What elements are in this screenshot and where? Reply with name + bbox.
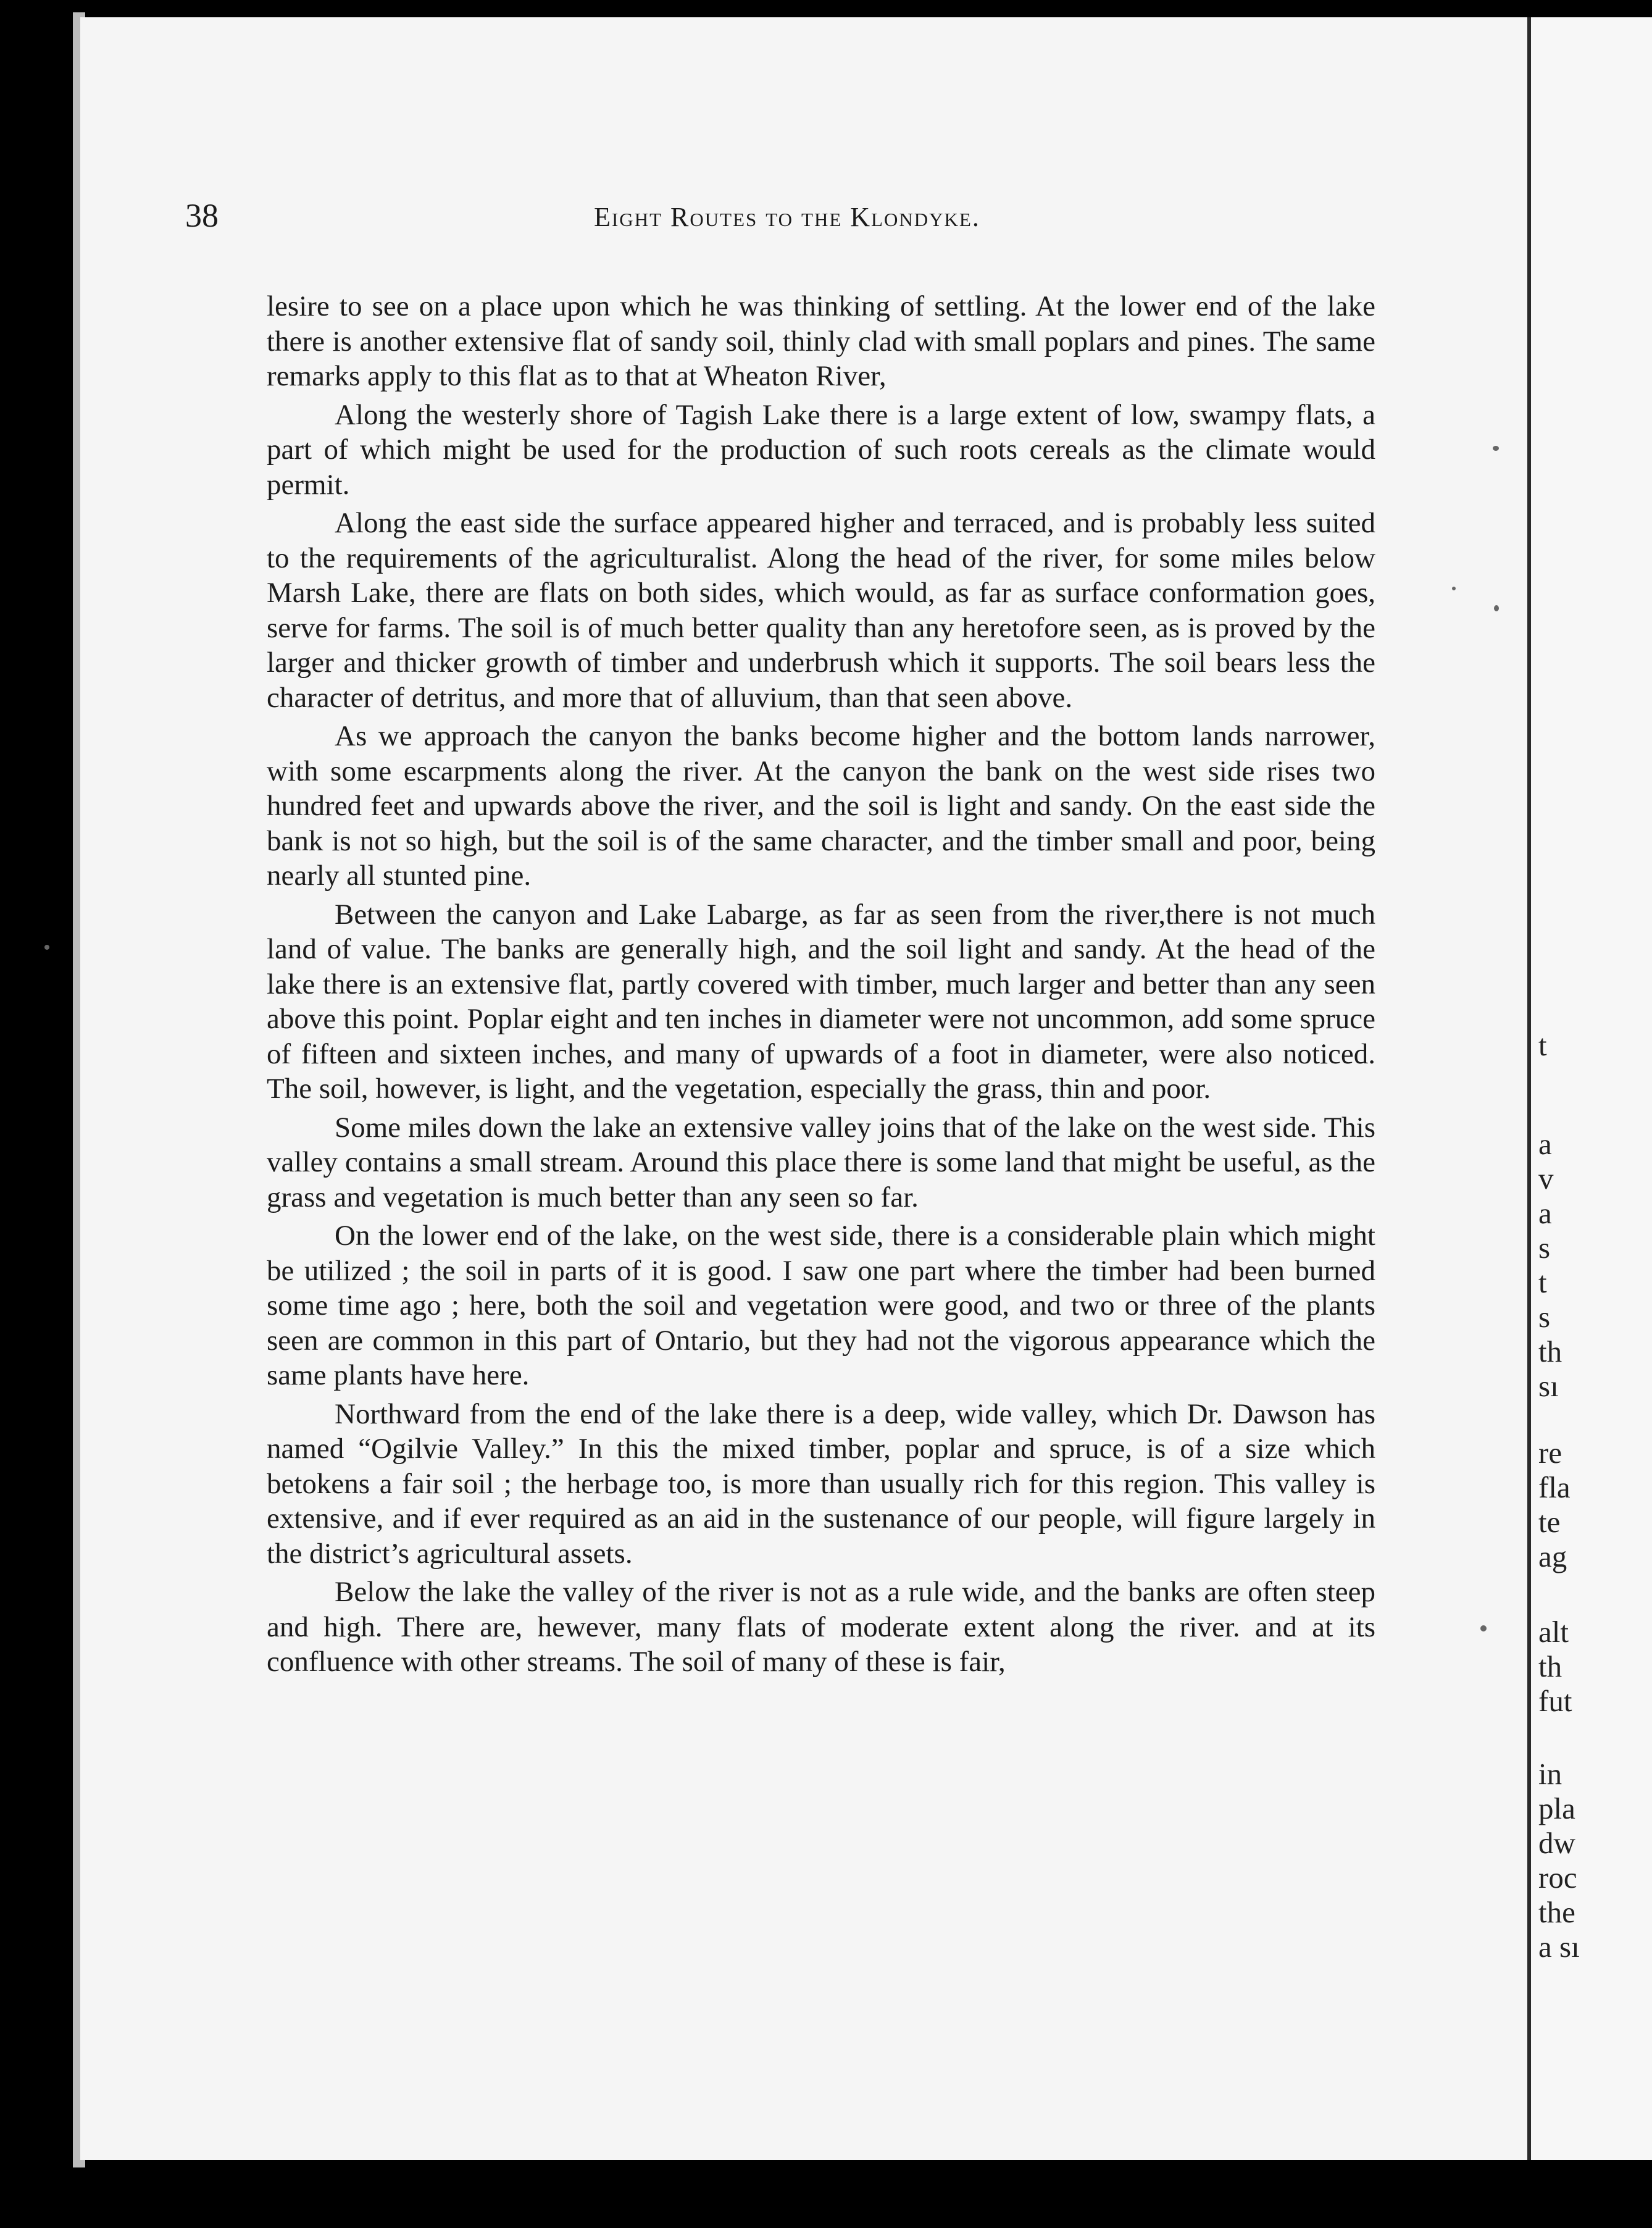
next-page-fragment: t (1538, 1028, 1547, 1062)
next-page-fragment: dw (1538, 1826, 1575, 1860)
next-page-edge (1531, 17, 1652, 2160)
next-page-fragment: s (1538, 1300, 1551, 1334)
paragraph: Northward from the end of the lake there is a deep, wide valley, which Dr. Dawson has named “Ogilvie Valley.” In this the mixed timber, poplar and spruce, is of a size which betokens a fair soil ; the herbage too, is more than usually rich for this region. This valley is extensive, and if ever required as an aid in the sustenance of our people, will figure largely in the district’s agricultural assets. (267, 1397, 1375, 1570)
scan-speck (1493, 446, 1499, 451)
paragraph: Between the canyon and Lake Labarge, as far as seen from the river,there is not much land of value. The banks are generally high, and the soil light and sandy. At the head of the lake there is an extensive flat, partly covered with timber, much larger and better than any seen above this point. Poplar eight and ten inches in diameter were not uncommon, add some spruce of fifteen and sixteen inches, and many of upwards of a foot in diameter, were also noticed. The soil, however, is light, and the vegetation, especially the grass, thin and poor. (267, 898, 1375, 1105)
next-page-fragment: te (1538, 1505, 1561, 1539)
scan-speck (1480, 1625, 1487, 1631)
next-page-fragment: fut (1538, 1684, 1572, 1718)
next-page-fragment: alt (1538, 1615, 1569, 1649)
paragraph: As we approach the canyon the banks become higher and the bottom lands narrower, with some escarpments along the river. At the canyon the bank on the west side rises two hundred feet and upwards above the river, and the soil is light and sandy. On the east side the bank is not so high, but the soil is of the same character, and the timber small and poor, being nearly all stunted pine. (267, 720, 1375, 892)
next-page-fragment: a sı (1538, 1930, 1580, 1964)
next-page-fragment: pla (1538, 1791, 1575, 1825)
next-page-fragment: s (1538, 1231, 1551, 1265)
next-page-fragment: th (1538, 1334, 1562, 1368)
next-page-fragment: in (1538, 1757, 1562, 1791)
paragraph: Below the lake the valley of the river is not as a rule wide, and the banks are often steep and high. There are, hewever, many flats of moderate extent along the river. and at its confluence with other streams. The soil of many of these is fair, (267, 1576, 1375, 1678)
scan-speck (44, 945, 49, 950)
scan-speck (1452, 587, 1456, 590)
body-text (267, 289, 1375, 1683)
next-page-fragment: a (1538, 1196, 1552, 1230)
next-page-fragment: ag (1538, 1539, 1567, 1573)
next-page-fragment: roc (1538, 1861, 1577, 1895)
next-page-fragment: t (1538, 1265, 1547, 1299)
next-page-fragment: th (1538, 1649, 1562, 1683)
paragraph: Along the east side the surface appeared higher and terraced, and is probably less suited to the requirements of the agriculturalist. Along the head of the river, for some miles below Marsh Lake, there are flats on both sides, which would, as far as surface conformation goes, serve for farms. The soil is of much better quality than any heretofore seen, as is proved by the larger and thicker growth of timber and underbrush which it supports. The soil bears less the character of detritus, and more that of alluvium, than that seen above. (267, 507, 1375, 714)
next-page-fragment: fla (1538, 1470, 1571, 1504)
paragraph: On the lower end of the lake, on the west side, there is a considerable plain which might be utilized ; the soil in parts of it is good. I saw one part where the timber had been burned some time ago ; here, both the soil and vegetation were good, and two or three of the plants seen are common in this part of Ontario, but they had not the vigorous appearance which the same plants have here. (267, 1220, 1375, 1391)
paragraph: lesire to see on a place upon which he was thinking of settling. At the lower end of the lake there is another extensive flat of sandy soil, thinly clad with small poplars and pines. The same remarks apply to this flat as to that at Wheaton River, (267, 290, 1375, 392)
running-title: Eight Routes to the Klondyke. (594, 202, 980, 232)
next-page-fragment: v (1538, 1162, 1554, 1196)
next-page-fragment: re (1538, 1436, 1562, 1470)
paragraph: Along the westerly shore of Tagish Lake there is a large extent of low, swampy flats, a part of which might be used for the production of such roots cereals as the climate would permit. (267, 398, 1375, 501)
scan-speck (1494, 605, 1499, 611)
paragraph: Some miles down the lake an extensive valley joins that of the lake on the west side. This valley contains a small stream. Around this place there is some land that might be useful, as the grass and vegetation is much better than any seen so far. (267, 1111, 1375, 1213)
page-number: 38 (185, 197, 219, 234)
next-page-fragment: sı (1538, 1369, 1559, 1403)
page-header (185, 196, 1389, 252)
next-page-fragment: the (1538, 1895, 1575, 1929)
next-page-fragment: a (1538, 1127, 1552, 1161)
